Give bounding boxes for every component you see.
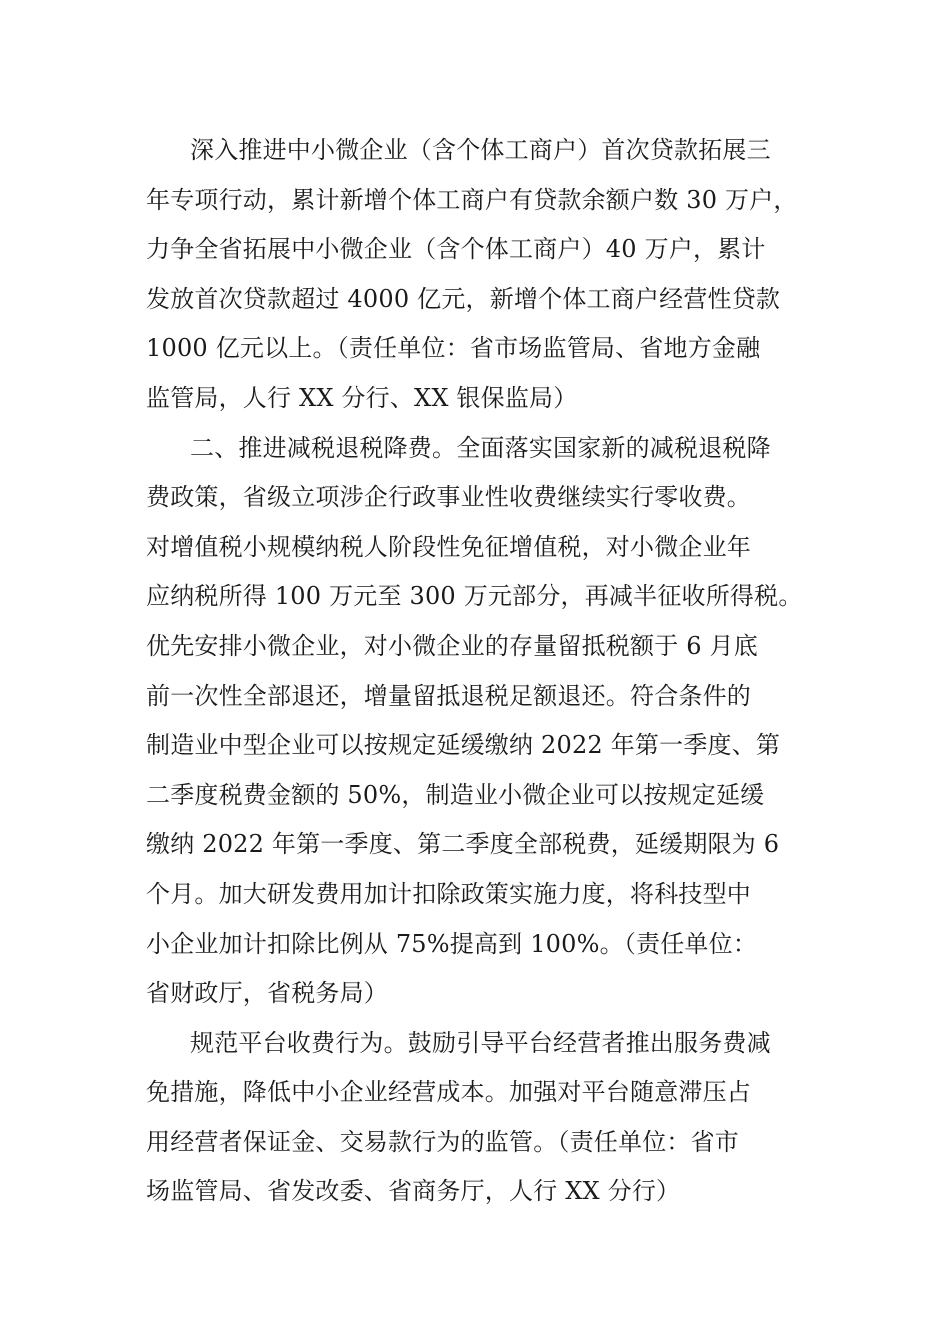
text-line: 对增值税小规模纳税人阶段性免征增值税，对小微企业年 bbox=[146, 532, 751, 561]
text-line: 深入推进中小微企业（含个体工商户）首次贷款拓展三 bbox=[190, 136, 771, 164]
paragraph-platform-fees bbox=[146, 1019, 816, 1217]
text-line: 优先安排小微企业，对小微企业的存量留抵税额于 6 月底 bbox=[146, 631, 758, 660]
paragraph-loan-expansion bbox=[146, 126, 816, 424]
text-line: 年专项行动，累计新增个体工商户有贷款余额户数 30 万户， bbox=[146, 185, 798, 214]
text-line: 缴纳 2022 年第一季度、第二季度全部税费，延缓期限为 6 bbox=[146, 830, 780, 859]
text-line: 用经营者保证金、交易款行为的监管。（责任单位：省市 bbox=[146, 1127, 739, 1156]
paragraph-tax-reduction bbox=[146, 424, 816, 1019]
text-line: 免措施，降低中小企业经营成本。加强对平台随意滞压占 bbox=[146, 1078, 751, 1107]
text-line: 制造业中型企业可以按规定延缓缴纳 2022 年第一季度、第 bbox=[146, 731, 781, 760]
document-body bbox=[146, 126, 816, 1217]
text-line: 规范平台收费行为。鼓励引导平台经营者推出服务费减 bbox=[190, 1028, 771, 1057]
text-line: 力争全省拓展中小微企业（含个体工商户）40 万户，累计 bbox=[146, 235, 766, 264]
text-line: 省财政厅，省税务局） bbox=[146, 979, 388, 1008]
text-line: 监管局，人行 XX 分行、XX 银保监局） bbox=[146, 383, 578, 412]
text-line: 场监管局、省发改委、省商务厅，人行 XX 分行） bbox=[146, 1177, 681, 1206]
text-line: 发放首次贷款超过 4000 亿元，新增个体工商户经营性贷款 bbox=[146, 284, 781, 313]
text-line: 1000 亿元以上。（责任单位：省市场监管局、省地方金融 bbox=[146, 334, 761, 363]
text-line: 二季度税费金额的 50%，制造业小微企业可以按规定延缓 bbox=[146, 780, 765, 809]
text-line: 应纳税所得 100 万元至 300 万元部分，再减半征收所得税。 bbox=[146, 582, 803, 611]
text-line: 个月。加大研发费用加计扣除政策实施力度，将科技型中 bbox=[146, 879, 751, 908]
text-line: 前一次性全部退还，增量留抵退税足额退还。符合条件的 bbox=[146, 681, 751, 710]
text-line: 小企业加计扣除比例从 75%提高到 100%。（责任单位： bbox=[146, 929, 758, 958]
text-line: 费政策，省级立项涉企行政事业性收费继续实行零收费。 bbox=[146, 483, 751, 512]
text-line: 二、推进减税退税降费。全面落实国家新的减税退税降 bbox=[190, 433, 771, 462]
